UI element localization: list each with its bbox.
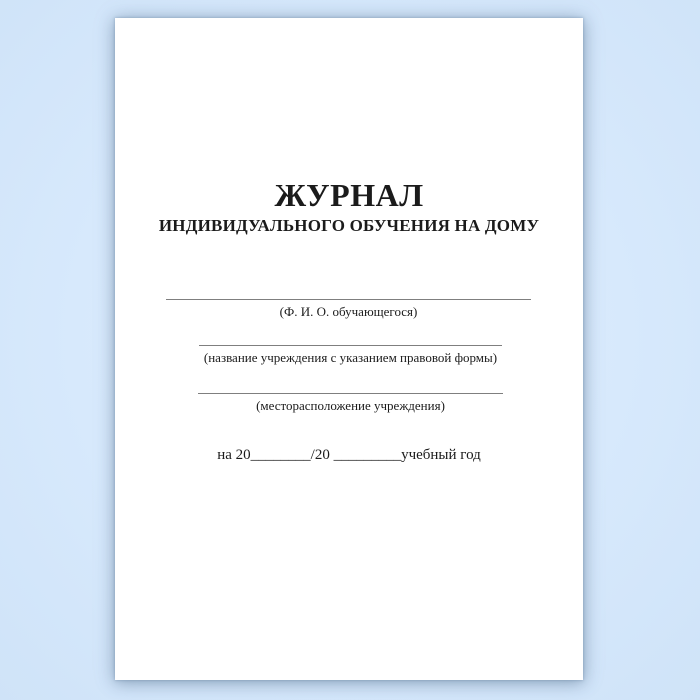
caption-institution-name: (название учреждения с указанием правовой формы) [203, 350, 498, 365]
blank-line-institution-location [198, 393, 503, 394]
page-subtitle: ИНДИВИДУАЛЬНОГО ОБУЧЕНИЯ НА ДОМУ [158, 216, 540, 235]
caption-institution-location: (месторасположение учреждения) [256, 398, 445, 413]
field-institution-name [199, 345, 502, 366]
blank-line-student-name [166, 299, 531, 300]
title-block [115, 179, 583, 234]
academic-year-line: на 20________/20 _________учебный год [217, 447, 481, 463]
field-institution-location [198, 393, 503, 414]
journal-cover-page [115, 18, 583, 680]
blank-line-institution-name [199, 345, 502, 346]
field-student-name [166, 299, 531, 320]
caption-student-name: (Ф. И. О. обучающегося) [279, 304, 418, 319]
page-title: ЖУРНАЛ [274, 177, 424, 213]
